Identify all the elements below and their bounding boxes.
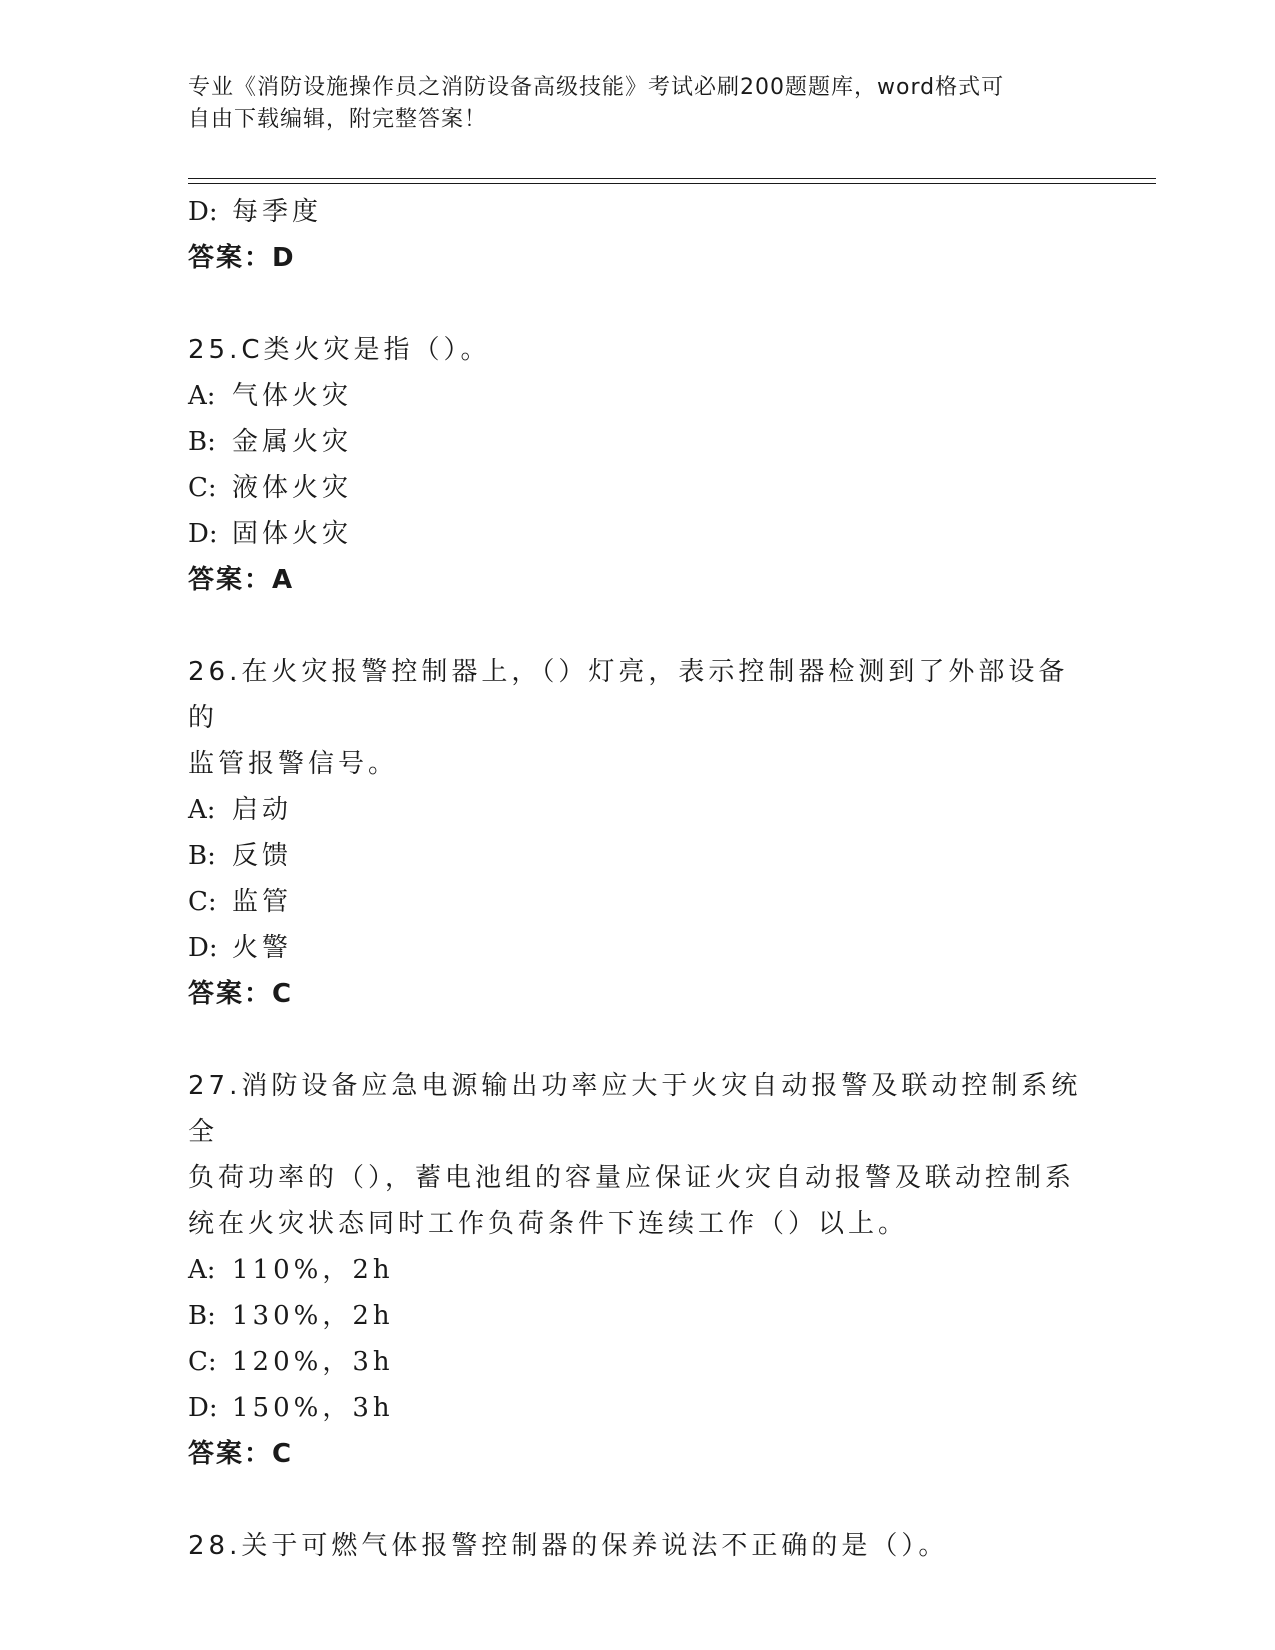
option-letter: A:: [188, 381, 216, 411]
question-27-answer: 答案：C: [188, 1439, 294, 1469]
option-letter: B:: [188, 427, 216, 457]
question-27-option-c: [188, 1339, 1088, 1385]
prev-option-d: [188, 189, 1088, 235]
question-27-option-d: [188, 1385, 1088, 1431]
question-25-option-d: [188, 511, 1088, 557]
option-letter: D:: [188, 519, 218, 549]
question-27-title-line-2: 负荷功率的（），蓄电池组的容量应保证火灾自动报警及联动控制系: [188, 1163, 1076, 1193]
option-letter: C:: [188, 473, 217, 503]
option-letter: B:: [188, 1301, 216, 1331]
option-text: 120%，3h: [232, 1347, 394, 1377]
header-divider-top: [188, 178, 1156, 179]
prev-answer: 答案：D: [188, 243, 296, 273]
option-letter: D:: [188, 1393, 218, 1423]
header-title-line-2: 自由下载编辑，附完整答案！: [188, 107, 488, 132]
option-text: 气体火灾: [232, 381, 353, 411]
option-text: 监管: [232, 887, 293, 917]
option-letter: C:: [188, 1347, 217, 1377]
question-26-option-b: [188, 833, 1088, 879]
question-26-title-line-2: 监管报警信号。: [188, 749, 399, 779]
question-26-option-d: [188, 925, 1088, 971]
question-26-option-a: [188, 787, 1088, 833]
document-header: [188, 72, 1078, 136]
header-divider-bottom: [188, 183, 1156, 184]
question-25-option-c: [188, 465, 1088, 511]
option-letter: D:: [188, 933, 218, 963]
header-title-line-1: 专业《消防设施操作员之消防设备高级技能》考试必刷200题题库，word格式可: [188, 75, 1005, 100]
question-list: [188, 189, 1088, 1569]
question-26-option-c: [188, 879, 1088, 925]
option-letter: C:: [188, 887, 217, 917]
option-letter: B:: [188, 841, 216, 871]
option-text: 金属火灾: [232, 427, 353, 457]
option-text: 130%，2h: [232, 1301, 394, 1331]
option-text: 火警: [232, 933, 293, 963]
question-26-answer: 答案：C: [188, 979, 294, 1009]
question-25-option-b: [188, 419, 1088, 465]
question-25-title: 25.C类火灾是指（）。: [188, 335, 491, 365]
question-25-option-a: [188, 373, 1088, 419]
option-text: 每季度: [232, 197, 323, 227]
question-27-title-line-1: 27.消防设备应急电源输出功率应大于火灾自动报警及联动控制系统全: [188, 1071, 1082, 1147]
option-text: 反馈: [232, 841, 293, 871]
option-text: 150%，3h: [232, 1393, 394, 1423]
option-text: 110%，2h: [232, 1255, 394, 1285]
option-letter: A:: [188, 795, 216, 825]
option-letter: A:: [188, 1255, 216, 1285]
question-27-option-b: [188, 1293, 1088, 1339]
question-28-title: 28.关于可燃气体报警控制器的保养说法不正确的是（）。: [188, 1531, 949, 1561]
question-27-option-a: [188, 1247, 1088, 1293]
question-26-title-line-1: 26.在火灾报警控制器上，（）灯亮，表示控制器检测到了外部设备的: [188, 657, 1069, 733]
option-text: 液体火灾: [232, 473, 353, 503]
option-letter: D:: [188, 197, 218, 227]
option-text: 启动: [232, 795, 293, 825]
question-25-answer: 答案：A: [188, 565, 295, 595]
option-text: 固体火灾: [232, 519, 353, 549]
question-27-title-line-3: 统在火灾状态同时工作负荷条件下连续工作（）以上。: [188, 1209, 909, 1239]
